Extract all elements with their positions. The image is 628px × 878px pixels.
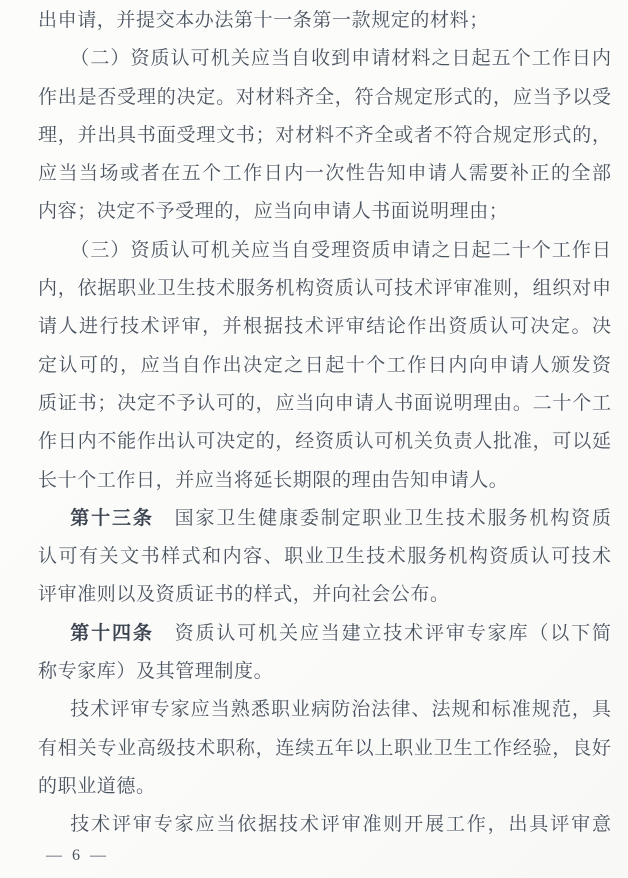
text-line: 有相关专业高级技术职称，连续五年以上职业卫生工作经验，良好 [38, 737, 611, 759]
text-line: 称专家库）及其管理制度。 [38, 661, 274, 683]
text-line: 第十三条 国家卫生健康委制定职业卫生技术服务机构资质 [70, 507, 611, 529]
text-line: 技术评审专家应当熟悉职业病防治法律、法规和标准规范，具 [70, 699, 611, 721]
text-line: 认可有关文书样式和内容、职业卫生技术服务机构资质认可技术 [38, 546, 611, 568]
article-number: 第十三条 [70, 507, 154, 529]
text-line: 出申请，并提交本办法第十一条第一款规定的材料； [38, 10, 489, 31]
text-line: 的职业道德。 [38, 775, 156, 797]
document-body [38, 2, 611, 845]
text-line: 定认可的，应当自作出决定之日起十个工作日内向申请人颁发资 [38, 354, 611, 376]
text-line: 评审准则以及资质证书的样式，并向社会公布。 [38, 584, 450, 606]
text-line: 应当当场或者在五个工作日内一次性告知申请人需要补正的全部 [38, 163, 611, 185]
text-line: 质证书；决定不予认可的，应当向申请人书面说明理由。二十个工 [38, 392, 611, 414]
text-line: （二）资质认可机关应当自收到申请材料之日起五个工作日内 [70, 48, 611, 70]
text-line: 第十四条 资质认可机关应当建立技术评审专家库（以下简 [70, 622, 611, 644]
text-line: 作出是否受理的决定。对材料齐全，符合规定形式的，应当予以受 [38, 86, 611, 108]
text-line: 内，依据职业卫生技术服务机构资质认可技术评审准则，组织对申 [38, 278, 611, 300]
text-line: 技术评审专家应当依据技术评审准则开展工作，出具评审意 [70, 814, 611, 836]
text-line: 理，并出具书面受理文书；对材料不齐全或者不符合规定形式的， [38, 124, 611, 146]
text-line: （三）资质认可机关应当自受理资质申请之日起二十个工作日 [70, 239, 611, 261]
text-line: 长十个工作日，并应当将延长期限的理由告知申请人。 [38, 469, 509, 491]
article-number: 第十四条 [70, 622, 154, 644]
page-number: — 6 — [46, 847, 109, 864]
text-line: 内容；决定不予受理的，应当向申请人书面说明理由； [38, 201, 509, 223]
text-line: 请人进行技术评审，并根据技术评审结论作出资质认可决定。决 [38, 316, 611, 338]
text-line: 作日内不能作出认可决定的，经资质认可机关负责人批准，可以延 [38, 431, 611, 453]
